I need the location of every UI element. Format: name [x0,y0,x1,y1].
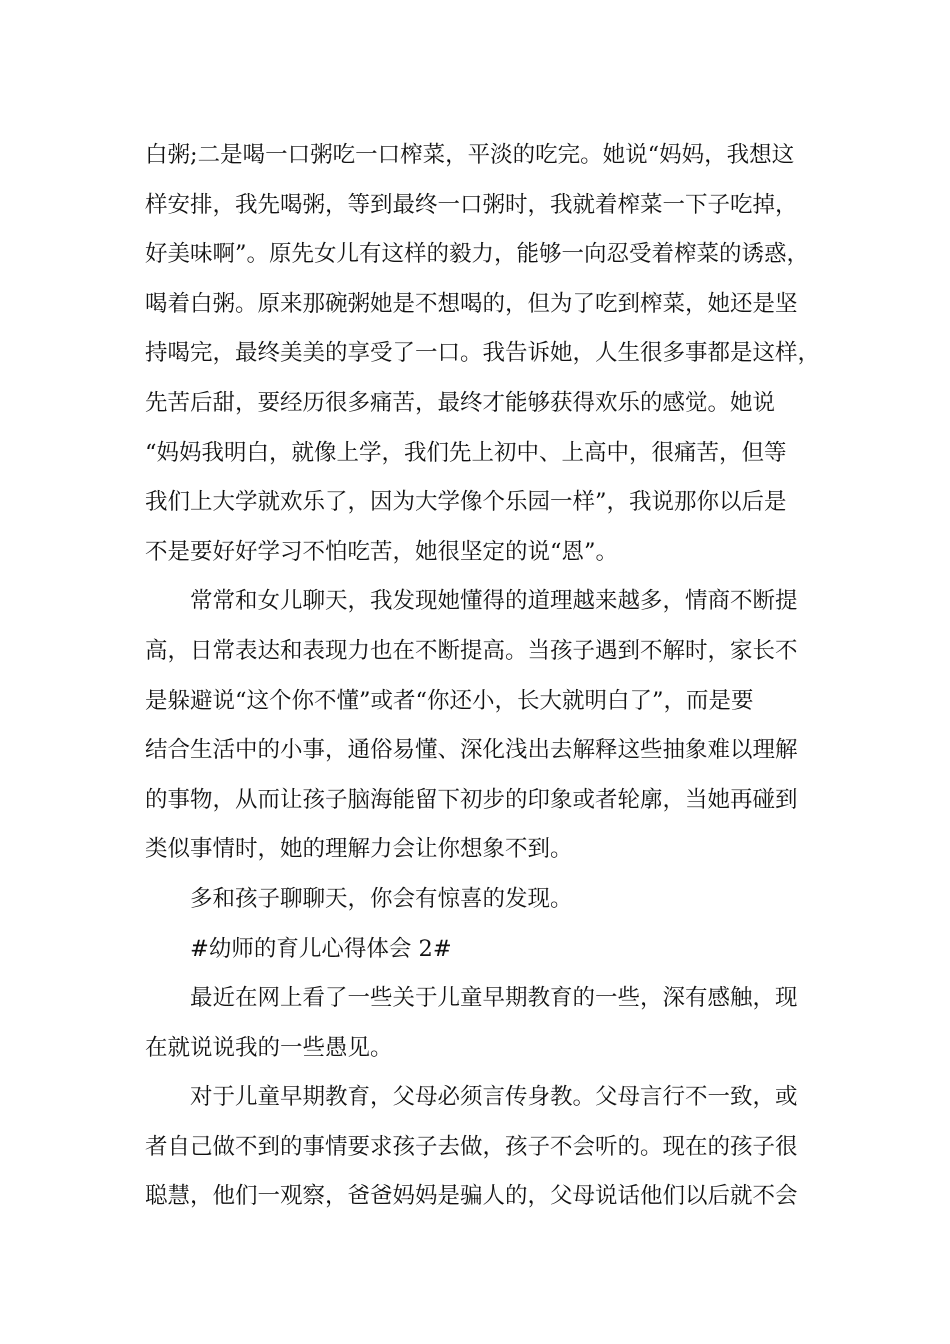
text-line: 持喝完，最终美美的享受了一口。我告诉她，人生很多事都是这样， [145,340,821,367]
text-line: 多和孩子聊聊天，你会有惊喜的发现。 [190,885,573,912]
text-line: 最近在网上看了一些关于儿童早期教育的一些，深有感触，现 [190,985,798,1012]
text-line: 常常和女儿聊天，我发现她懂得的道理越来越多，情商不断提 [190,588,798,615]
text-line: 样安排，我先喝粥，等到最终一口粥时，我就着榨菜一下子吃掉， [145,191,798,218]
text-line: 结合生活中的小事，通俗易懂、深化浅出去解释这些抽象难以理解 [145,737,798,764]
text-line: 我们上大学就欢乐了，因为大学像个乐园一样”，我说那你以后是 [145,489,787,516]
text-line: 高，日常表达和表现力也在不断提高。当孩子遇到不解时，家长不 [145,637,798,664]
text-line: 是躲避说“这个你不懂”或者“你还小，长大就明白了”，而是要 [145,687,754,714]
text-line: 对于儿童早期教育，父母必须言传身教。父母言行不一致，或 [190,1084,798,1111]
text-line: 类似事情时，她的理解力会让你想象不到。 [145,836,573,863]
text-line: #幼师的育儿心得体会 2# [190,935,452,962]
text-line: 的事物，从而让孩子脑海能留下初步的印象或者轮廓，当她再碰到 [145,786,798,813]
text-line: 白粥;二是喝一口粥吃一口榨菜，平淡的吃完。她说“妈妈，我想这 [145,142,795,168]
text-line: 聪慧，他们一观察，爸爸妈妈是骗人的，父母说话他们以后就不会 [145,1183,798,1210]
text-line: 者自己做不到的事情要求孩子去做，孩子不会听的。现在的孩子很 [145,1133,798,1160]
text-line: 喝着白粥。原来那碗粥她是不想喝的，但为了吃到榨菜，她还是坚 [145,290,798,317]
text-line: 在就说说我的一些愚见。 [145,1034,393,1061]
text-line: 好美味啊”。原先女儿有这样的毅力，能够一向忍受着榨菜的诱惑， [145,241,810,268]
text-line: “妈妈我明白，就像上学，我们先上初中、上高中，很痛苦，但等 [145,439,787,466]
document-body [145,131,825,1222]
text-line: 不是要好好学习不怕吃苦，她很坚定的说“恩”。 [145,538,619,565]
text-line: 先苦后甜，要经历很多痛苦，最终才能够获得欢乐的感觉。她说 [145,389,776,416]
